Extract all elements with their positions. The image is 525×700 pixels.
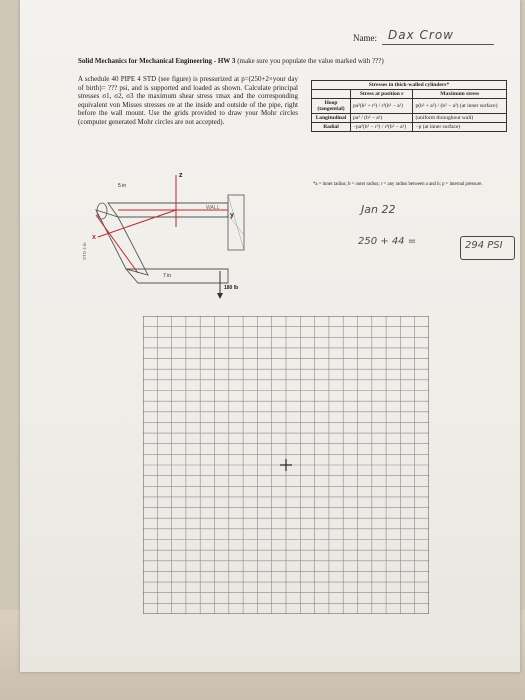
handwritten-date: Jan 22: [361, 203, 396, 216]
title-note: (make sure you populate the value marked with ???): [237, 57, 384, 65]
row-max-value: p(b² + a²) / (b² − a²): [415, 103, 459, 109]
row-label: Radial: [312, 123, 351, 132]
name-label: Name:: [353, 33, 377, 43]
table-col-position: Stress at position r: [351, 90, 413, 99]
table-row-longitudinal: [312, 114, 507, 123]
thick-wall-formula-table: [311, 80, 507, 132]
load-arrowhead: [217, 293, 223, 299]
row-stress: pa²(b² + r²) / r²(b² − a²): [351, 99, 413, 114]
name-underline: [382, 44, 494, 45]
assignment-title: [78, 57, 384, 65]
title-bold: Solid Mechanics for Mechanical Engineering - HW 3: [78, 57, 236, 65]
table-col-max: Maximum stress: [413, 90, 507, 99]
mohr-circle-grid: [143, 316, 429, 614]
table-row-radial: [312, 123, 507, 132]
handwritten-calculation: 250 + 44 =: [358, 236, 417, 247]
pipe-elbow-segment: [96, 210, 148, 275]
dim-bottom: 7 in: [163, 273, 172, 279]
row-max: [413, 99, 507, 114]
student-name: Dax Crow: [388, 28, 454, 42]
handwritten-answer: 294 PSI: [465, 240, 503, 251]
row-max-value: −p: [415, 124, 422, 130]
pipe-lower-segment: [126, 269, 228, 283]
row-stress: −pa²(b² − r²) / r²(b² − a²): [351, 123, 413, 132]
y-label: y: [230, 212, 234, 219]
pipe-figure: [78, 165, 288, 315]
problem-statement: [78, 75, 298, 127]
row-label: Hoop (tangential): [312, 99, 351, 114]
table-row-hoop: [312, 99, 507, 114]
row-note: (at inner surface): [459, 103, 498, 109]
row-stress: pa² / (b² − a²): [351, 114, 413, 123]
dim-top: 5 in: [118, 183, 127, 189]
homework-sheet: [20, 0, 520, 672]
wall-label: WALL: [206, 205, 220, 211]
table-title: Stresses in thick-walled cylinders*: [312, 81, 507, 90]
row-label: Longitudinal: [312, 114, 351, 123]
load-label: 180 lb: [224, 285, 239, 291]
z-label: z: [179, 172, 183, 179]
row-max: [413, 123, 507, 132]
table-footnote: *a = inner radius; b = outer radius; r = any radius between a and b; p = internal pressure.: [313, 182, 483, 187]
x-label: x: [92, 234, 96, 241]
problem-text: A schedule 40 PIPE 4 STD (see figure) is pressurized at p=(250+2×your day of birth)= ??? psi, and is supported and loaded as shown. Calculate principal stresses σ1, σ2, σ3 the maximum shear stress τmax and the corresponding equivalent von Misses stresses σe at the inside and outside of the pipe, right before the wall mount. Use the grids provided to draw your Mohr circles (computer generated Mohr circles are not accepted).: [78, 75, 298, 126]
table-blank-header: [312, 90, 351, 99]
row-note: (uniform throughout wall): [415, 115, 474, 121]
pipe-spec-label: STD 4 in: [82, 242, 87, 260]
row-max: [413, 114, 507, 123]
row-note: (at inner surface): [422, 124, 461, 130]
